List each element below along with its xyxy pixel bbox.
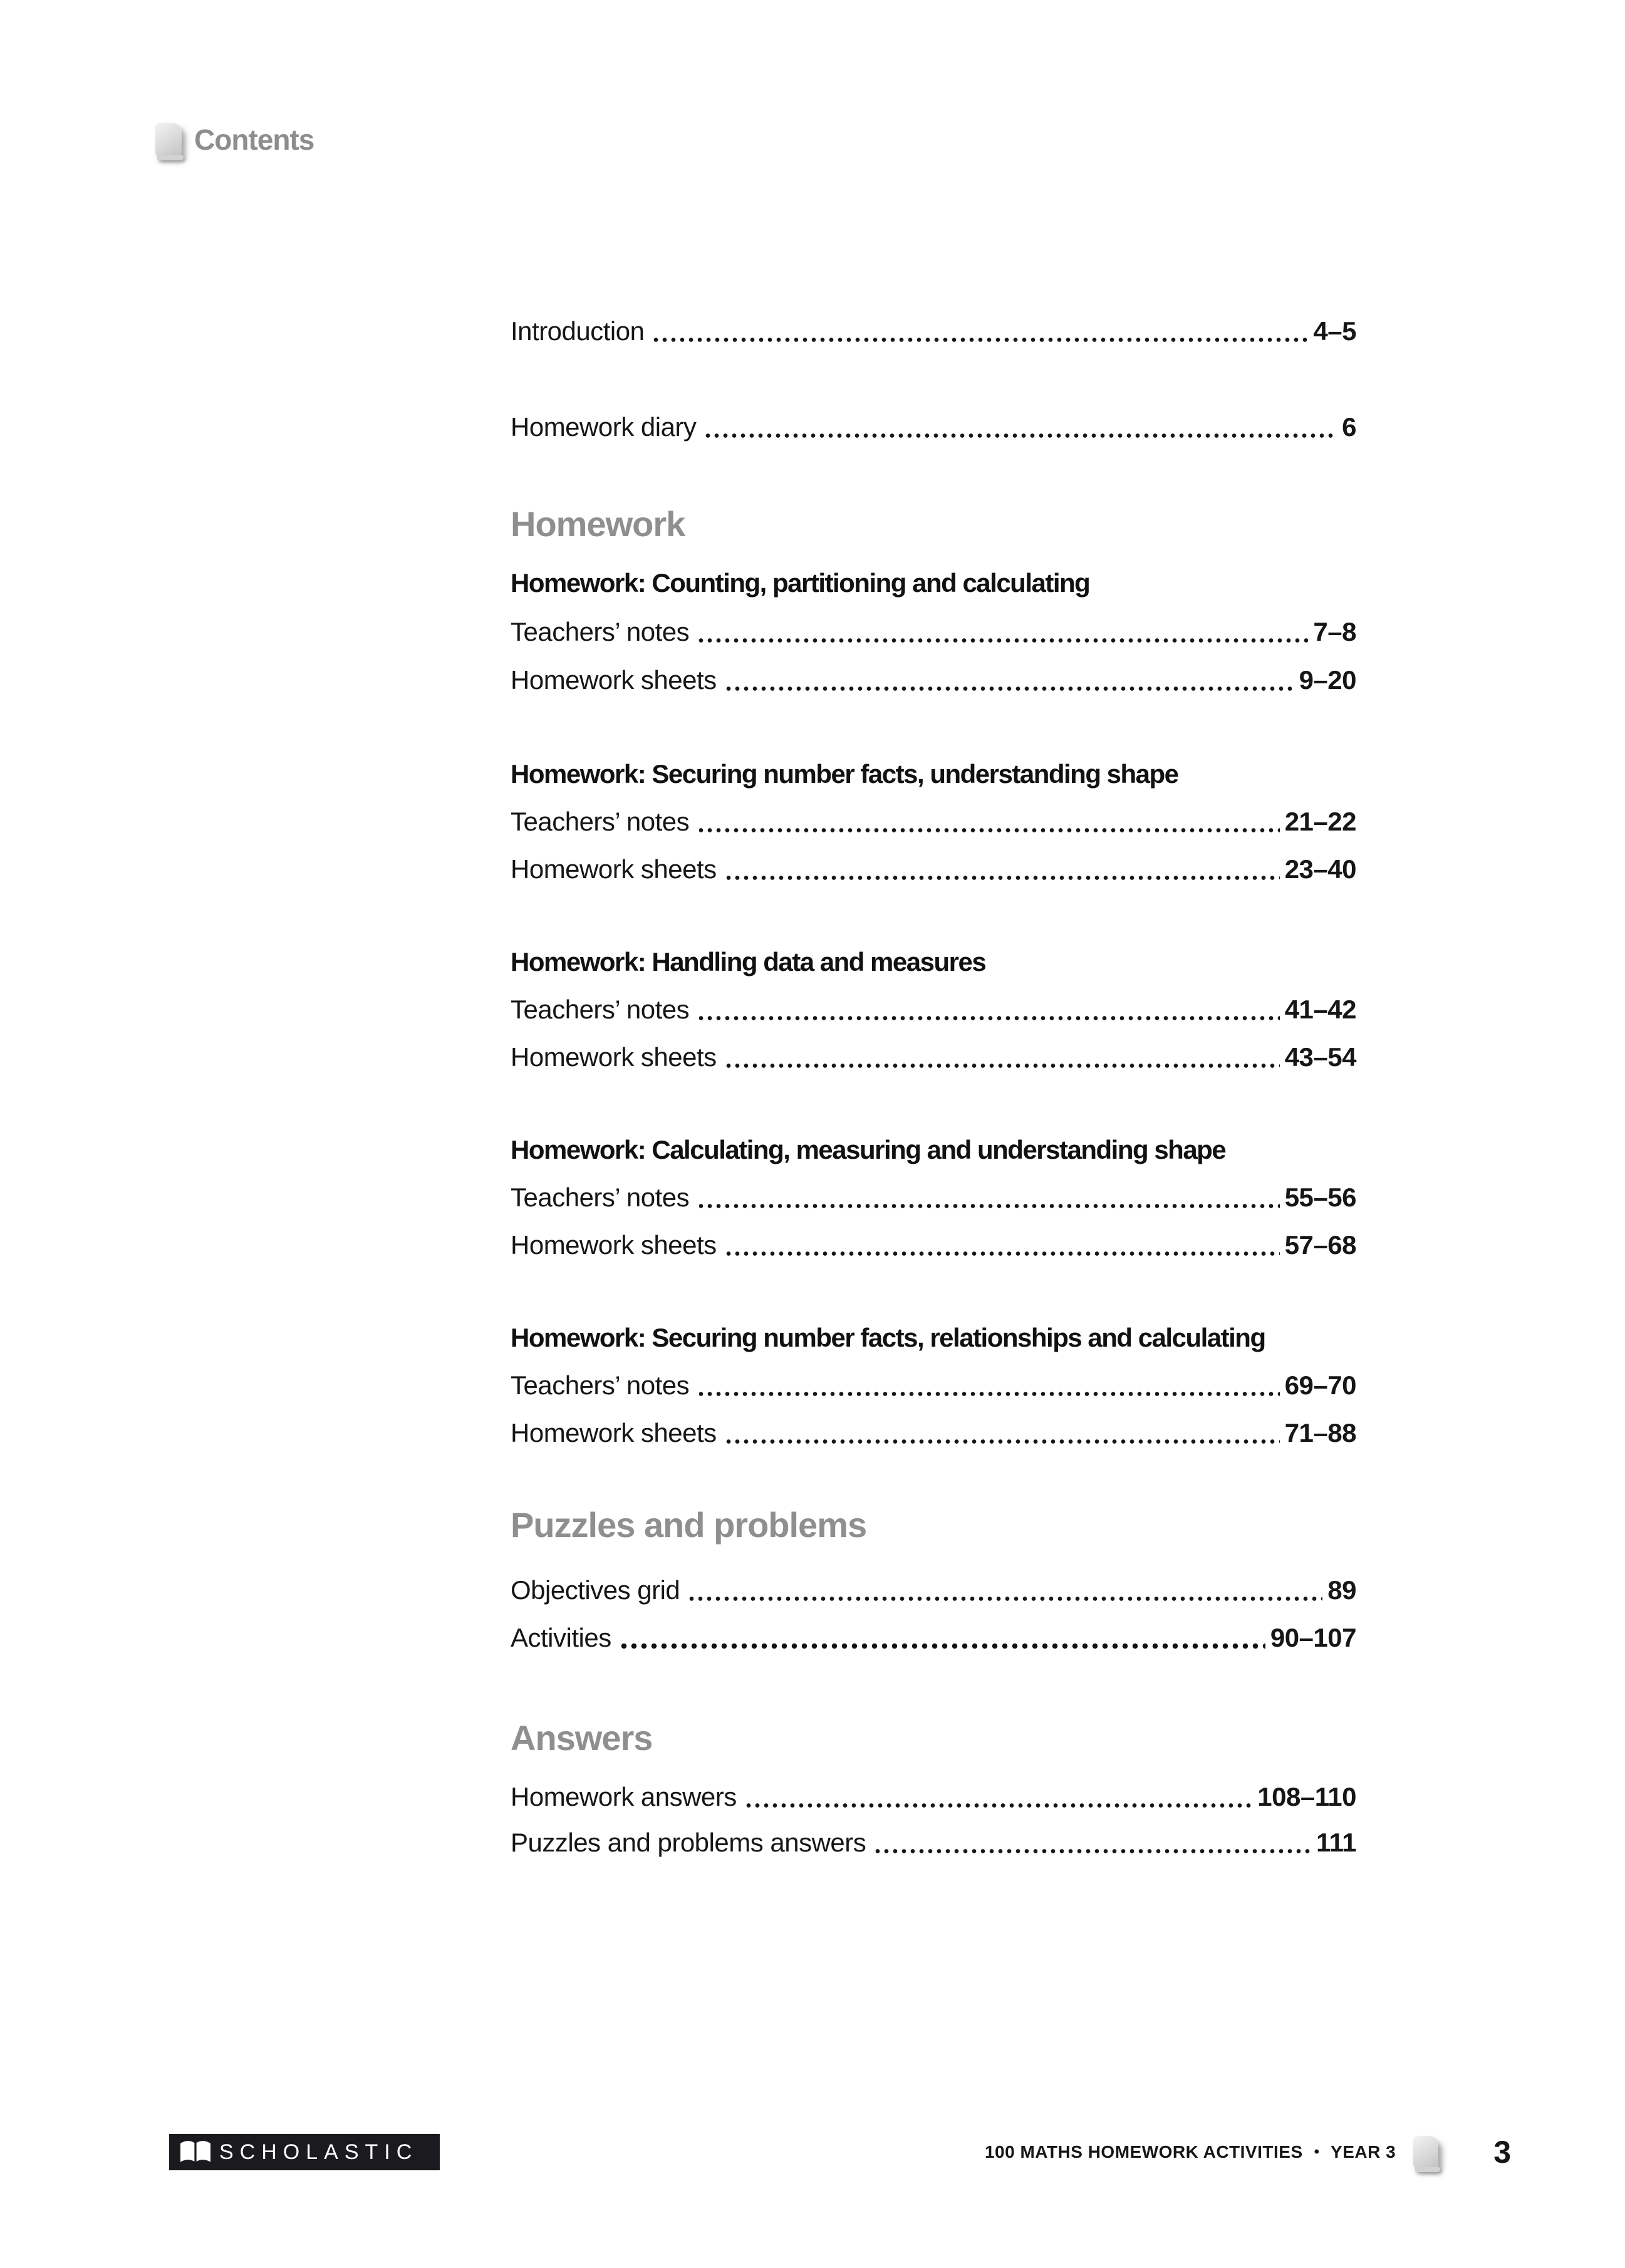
leader-dots [697,638,1308,643]
toc-entry [511,1370,1356,1402]
footer-right [985,2134,1511,2170]
toc-entry [511,316,1356,348]
toc-entry-label: Homework sheets [511,665,717,695]
footer-separator: • [1314,2143,1320,2160]
toc-entry-label: Homework sheets [511,854,717,884]
toc-entry-pages: 71–88 [1284,1418,1356,1447]
leader-dots [697,1015,1280,1021]
group-title: Homework: Counting, partitioning and calculating [511,568,1090,598]
section-heading-answers: Answers [511,1718,653,1758]
leader-dots [619,1643,1265,1649]
toc-entry-pages: 43–54 [1284,1042,1356,1072]
toc-entry-label: Teachers’ notes [511,617,690,646]
toc-entry [511,412,1356,443]
leader-dots [873,1848,1311,1854]
toc-entry-label: Teachers’ notes [511,995,690,1024]
leader-dots [724,1251,1280,1256]
toc-entry-label: Teachers’ notes [511,1370,690,1400]
open-book-icon [179,2140,212,2165]
toc-entry-label: Homework sheets [511,1042,717,1072]
book-icon [155,123,182,157]
toc-entry [511,1230,1356,1261]
toc-entry-label: Puzzles and problems answers [511,1828,866,1857]
toc-entry [511,1623,1356,1654]
footer-series: YEAR 3 [1331,2142,1396,2162]
leader-dots [652,337,1308,343]
toc-entry-pages: 90–107 [1270,1623,1356,1652]
toc-entry-pages: 69–70 [1284,1370,1356,1400]
leader-dots [744,1803,1253,1808]
toc-entry [511,1042,1356,1074]
toc-entry-label: Objectives grid [511,1575,680,1605]
toc-entry-label: Homework answers [511,1782,737,1811]
leader-dots [724,875,1280,881]
toc-entry-label: Homework sheets [511,1230,717,1260]
leader-dots [724,1063,1280,1069]
page-footer [169,2131,1511,2173]
toc-entry-pages: 9–20 [1299,665,1356,695]
group-title: Homework: Handling data and measures [511,947,986,976]
toc-entry [511,617,1356,648]
scholastic-logo-text: SCHOLASTIC [219,2140,418,2164]
leader-dots [687,1596,1322,1602]
leader-dots [697,827,1280,833]
leader-dots [703,433,1337,438]
toc-entry-pages: 23–40 [1284,854,1356,884]
toc-entry-pages: 41–42 [1284,995,1356,1024]
scholastic-logo [169,2134,440,2170]
toc-entry-pages: 55–56 [1284,1183,1356,1212]
toc-entry [511,1575,1356,1607]
footer-book-title: 100 MATHS HOMEWORK ACTIVITIES [984,2142,1303,2162]
toc-entry-label: Introduction [511,316,645,346]
toc-entry-pages: 57–68 [1284,1230,1356,1260]
book-icon [1413,2136,1438,2168]
toc-entry-pages: 4–5 [1313,316,1356,346]
toc-entry-pages: 111 [1316,1828,1356,1857]
toc-entry-pages: 6 [1342,412,1356,442]
page-number: 3 [1493,2135,1511,2170]
page-header [155,123,314,157]
toc-entry [511,854,1356,886]
toc-entry-label: Homework sheets [511,1418,717,1447]
toc-entry-pages: 108–110 [1257,1782,1356,1811]
leader-dots [724,686,1294,691]
leader-dots [697,1391,1280,1397]
section-heading-homework: Homework [511,504,685,544]
toc-entry [511,1782,1356,1813]
toc-entry-label: Teachers’ notes [511,807,690,836]
toc-entry-pages: 89 [1327,1575,1356,1605]
toc-entry-pages: 7–8 [1313,617,1356,646]
section-heading-puzzles: Puzzles and problems [511,1505,867,1545]
page-title: Contents [194,123,314,156]
toc-entry-label: Homework diary [511,412,697,442]
table-of-contents [511,316,1356,1859]
toc-entry [511,995,1356,1026]
toc-entry-pages: 21–22 [1284,807,1356,836]
group-title: Homework: Securing number facts, relationships and calculating [511,1323,1265,1352]
toc-entry [511,665,1356,696]
group-title: Homework: Securing number facts, understanding shape [511,759,1178,789]
toc-entry-label: Teachers’ notes [511,1183,690,1212]
toc-entry [511,1418,1356,1449]
toc-entry [511,1828,1356,1859]
leader-dots [724,1439,1280,1444]
toc-entry-label: Activities [511,1623,611,1652]
group-title: Homework: Calculating, measuring and understanding shape [511,1135,1226,1164]
toc-entry [511,1183,1356,1214]
toc-entry [511,807,1356,838]
leader-dots [697,1203,1280,1209]
